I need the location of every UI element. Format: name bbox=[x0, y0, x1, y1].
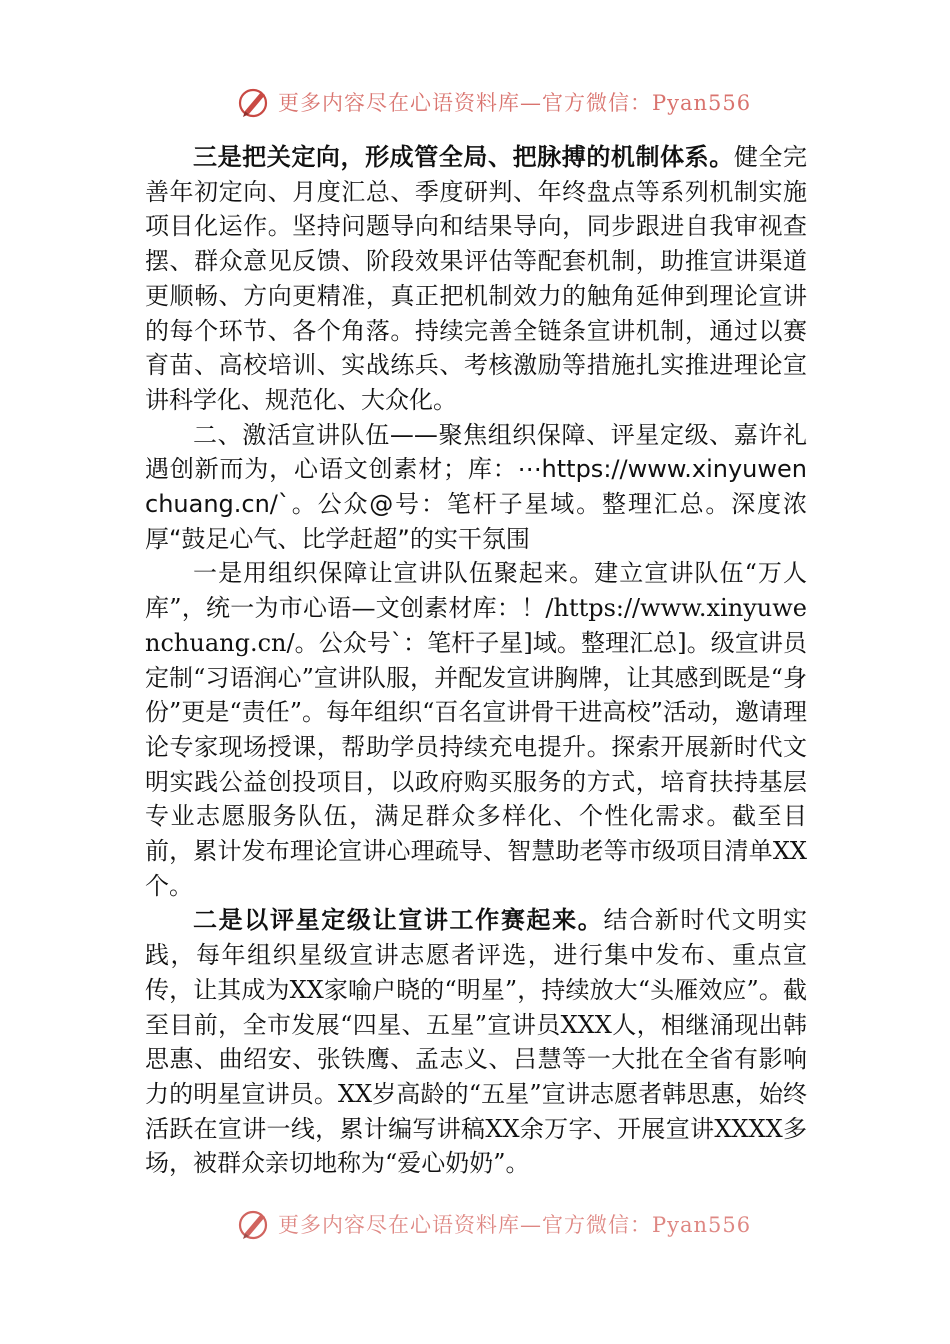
header-watermark bbox=[236, 84, 751, 120]
paragraph-mechanism bbox=[145, 140, 807, 418]
watermark-text: 更多内容尽在心语资料库—官方微信：Pyan556 bbox=[278, 1213, 752, 1237]
watermark-text: 更多内容尽在心语资料库—官方微信：Pyan556 bbox=[278, 91, 752, 115]
pen-logo-icon bbox=[236, 84, 272, 120]
pen-logo-icon bbox=[236, 1206, 272, 1242]
paragraph-organization: 一是用组织保障让宣讲队伍聚起来。建立宣讲队伍“万人库”，统一为市心语—文创素材库：！/https://www.xinyuwenchuang.cn/。公众号`：笔杆子星]域。整理汇总]。级宣讲员定制“习语润心”宣讲队服，并配发宣讲胸牌，让其感到既是“身份”更是“责任”。每年组织“百名宣讲骨干进高校”活动，邀请理论专家现场授课，帮助学员持续充电提升。探索开展新时代文明实践公益创投项目，以政府购买服务的方式，培育扶持基层专业志愿服务队伍，满足群众多样化、个性化需求。截至目前，累计发布理论宣讲心理疏导、智慧助老等市级项目清单XX个。 bbox=[145, 559, 807, 900]
footer-watermark bbox=[236, 1206, 751, 1242]
paragraph-text: 健全完善年初定向、月度汇总、季度研判、年终盘点等系列机制实施项目化运作。坚持问题导向和结果导向，同步跟进自我审视查摆、群众意见反馈、阶段效果评估等配套机制，助推宣讲渠道更顺畅、方向更精准，真正把机制效力的触角延伸到理论宣讲的每个环节、各个角落。持续完善全链条宣讲机制，通过以赛育苗、高校培训、实战练兵、考核激励等措施扎实推进理论宣讲科学化、规范化、大众化。 bbox=[145, 143, 808, 414]
document-body bbox=[145, 140, 807, 1181]
paragraph-lead: 三是把关定向，形成管全局、把脉搏的机制体系。 bbox=[193, 142, 734, 171]
paragraph-star-rating bbox=[145, 903, 807, 1181]
section-heading: 二、激活宣讲队伍——聚焦组织保障、评星定级、嘉许礼遇创新而为，心语文创素材；库：⋯https://www.xinyuwenchuang.cn/`。公众@号：笔杆子星域。整理汇总。深度浓厚“鼓足心气、比学赶超”的实干氛围 bbox=[145, 420, 807, 553]
paragraph-text: 结合新时代文明实践，每年组织星级宣讲志愿者评选，进行集中发布、重点宣传，让其成为XX家喻户晓的“明星”，持续放大“头雁效应”。截至目前，全市发展“四星、五星”宣讲员XXX人，相继涌现出韩思惠、曲绍安、张铁鹰、孟志义、吕慧等一大批在全省有影响力的明星宣讲员。XX岁高龄的“五星”宣讲志愿者韩思惠，始终活跃在宣讲一线，累计编写讲稿XX余万字、开展宣讲XXXX多场，被群众亲切地称为“爱心奶奶”。 bbox=[145, 906, 808, 1178]
paragraph-lead: 二是以评星定级让宣讲工作赛起来。 bbox=[193, 905, 604, 935]
